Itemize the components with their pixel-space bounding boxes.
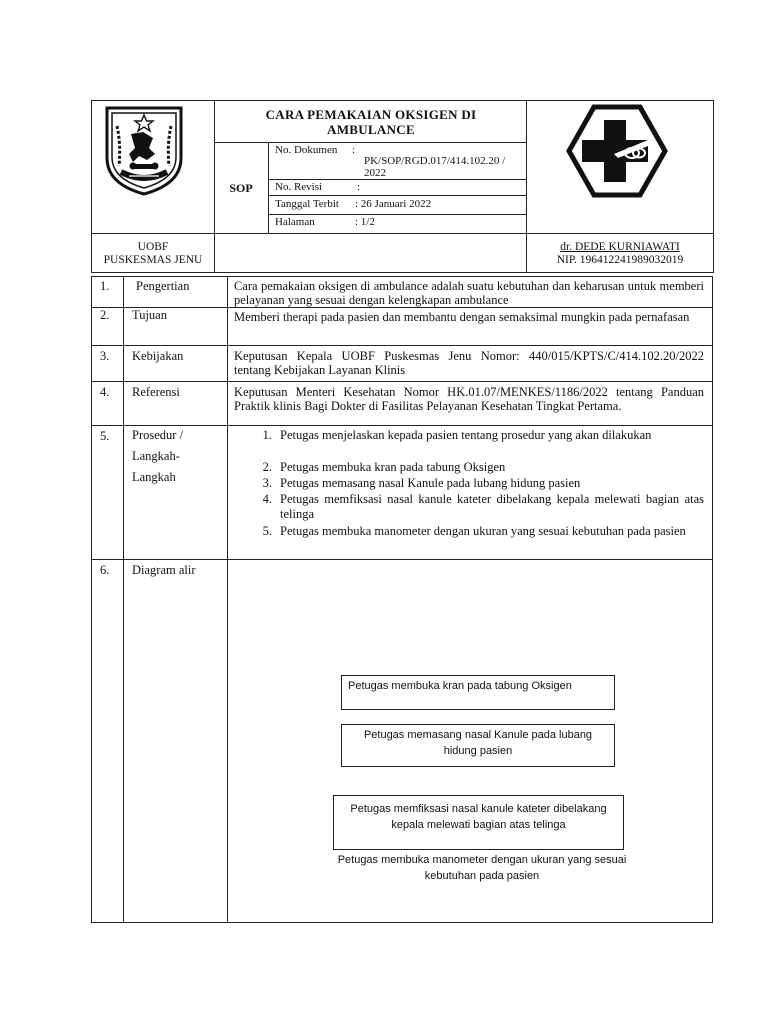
no-dokumen-value: PK/SOP/RGD.017/414.102.20 / 2022 bbox=[364, 155, 506, 179]
tanggal-terbit-label: Tanggal Terbit bbox=[275, 198, 339, 210]
step-4-text: Petugas memfiksasi nasal kanule kateter dibelakang kepala melewati bagian atas telinga bbox=[280, 492, 704, 521]
row-1-text: Cara pemakaian oksigen di ambulance adalah suatu kebutuhan dan keharusan untuk memberi pelayanan yang sesuai dengan kelengkapan ambulance bbox=[234, 279, 704, 307]
halaman-label: Halaman bbox=[275, 216, 315, 228]
step-2-number: 2. bbox=[262, 460, 272, 474]
signer-block bbox=[527, 241, 713, 267]
step-3 bbox=[250, 476, 704, 491]
org-name bbox=[92, 241, 214, 267]
row-4-text: Keputusan Menteri Kesehatan Nomor HK.01.07/MENKES/1186/2022 tentang Panduan Praktik klinis Bagi Dokter di Fasilitas Pelayanan Kesehatan Tingkat Pertama. bbox=[234, 385, 704, 413]
no-revisi-label: No. Revisi bbox=[275, 181, 323, 193]
document-title: CARA PEMAKAIAN OKSIGEN DI AMBULANCE bbox=[265, 107, 477, 137]
signer-name: dr. DEDE KURNIAWATI bbox=[560, 241, 680, 253]
step-1-number: 1. bbox=[262, 428, 272, 442]
row-1-number: 1. bbox=[100, 279, 110, 293]
org-line-1: UOBF bbox=[137, 241, 169, 253]
tanggal-terbit-value: : 26 Januari 2022 bbox=[355, 198, 432, 210]
step-5-text: Petugas membuka manometer dengan ukuran yang sesuai kebutuhan pada pasien bbox=[280, 524, 686, 538]
row-4-number: 4. bbox=[100, 385, 110, 399]
puskesmas-logo-icon bbox=[566, 104, 668, 198]
flow-step-4: Petugas membuka manometer dengan ukuran yang sesuai kebutuhan pada pasien bbox=[337, 854, 627, 882]
row-2-label: Tujuan bbox=[132, 308, 167, 322]
step-1 bbox=[250, 428, 704, 443]
row-6-label: Diagram alir bbox=[132, 563, 196, 577]
row-1-label: Pengertian bbox=[136, 279, 190, 293]
step-5 bbox=[250, 524, 704, 539]
org-line-2: PUSKESMAS JENU bbox=[103, 254, 203, 266]
regency-coat-of-arms-icon bbox=[103, 104, 185, 196]
flow-step-3: Petugas memfiksasi nasal kanule kateter dibelakang kepala melewati bagian atas telinga bbox=[333, 795, 624, 850]
step-4-number: 4. bbox=[262, 492, 272, 506]
row-3-label: Kebijakan bbox=[132, 349, 184, 363]
no-dokumen-label: No. Dokumen bbox=[275, 144, 338, 156]
step-1-text: Petugas menjelaskan kepada pasien tentang prosedur yang akan dilakukan bbox=[280, 428, 652, 442]
no-dokumen-separator: : bbox=[352, 144, 356, 156]
row-3-number: 3. bbox=[100, 349, 110, 363]
signer-nip: NIP. 196412241989032019 bbox=[556, 254, 684, 266]
flow-step-2: Petugas memasang nasal Kanule pada lubang hidung pasien bbox=[341, 724, 615, 767]
step-2 bbox=[250, 460, 704, 475]
row-2-text: Memberi therapi pada pasien dan membantu dengan semaksimal mungkin pada pernafasan bbox=[234, 310, 690, 324]
step-5-number: 5. bbox=[262, 524, 272, 538]
row-5-label-line-3: Langkah bbox=[132, 470, 176, 484]
sop-label: SOP bbox=[229, 181, 253, 195]
row-5-label bbox=[132, 425, 183, 488]
halaman-value: : 1/2 bbox=[355, 216, 375, 228]
flow-step-1: Petugas membuka kran pada tabung Oksigen bbox=[341, 675, 615, 710]
row-6-number: 6. bbox=[100, 563, 110, 577]
step-2-text: Petugas membuka kran pada tabung Oksigen bbox=[280, 460, 506, 474]
step-3-text: Petugas memasang nasal Kanule pada lubang hidung pasien bbox=[280, 476, 581, 490]
row-5-label-line-1: Prosedur / bbox=[132, 428, 184, 442]
row-2-number: 2. bbox=[100, 308, 110, 322]
row-4-label: Referensi bbox=[132, 385, 180, 399]
no-revisi-separator: : bbox=[357, 181, 361, 193]
step-3-number: 3. bbox=[262, 476, 272, 490]
row-5-label-line-2: Langkah- bbox=[132, 449, 180, 463]
row-3-text: Keputusan Kepala UOBF Puskesmas Jenu Nomor: 440/015/KPTS/C/414.102.20/2022 tentang Kebijakan Layanan Klinis bbox=[234, 349, 704, 377]
step-4 bbox=[250, 492, 704, 522]
row-5-number: 5. bbox=[100, 429, 110, 443]
